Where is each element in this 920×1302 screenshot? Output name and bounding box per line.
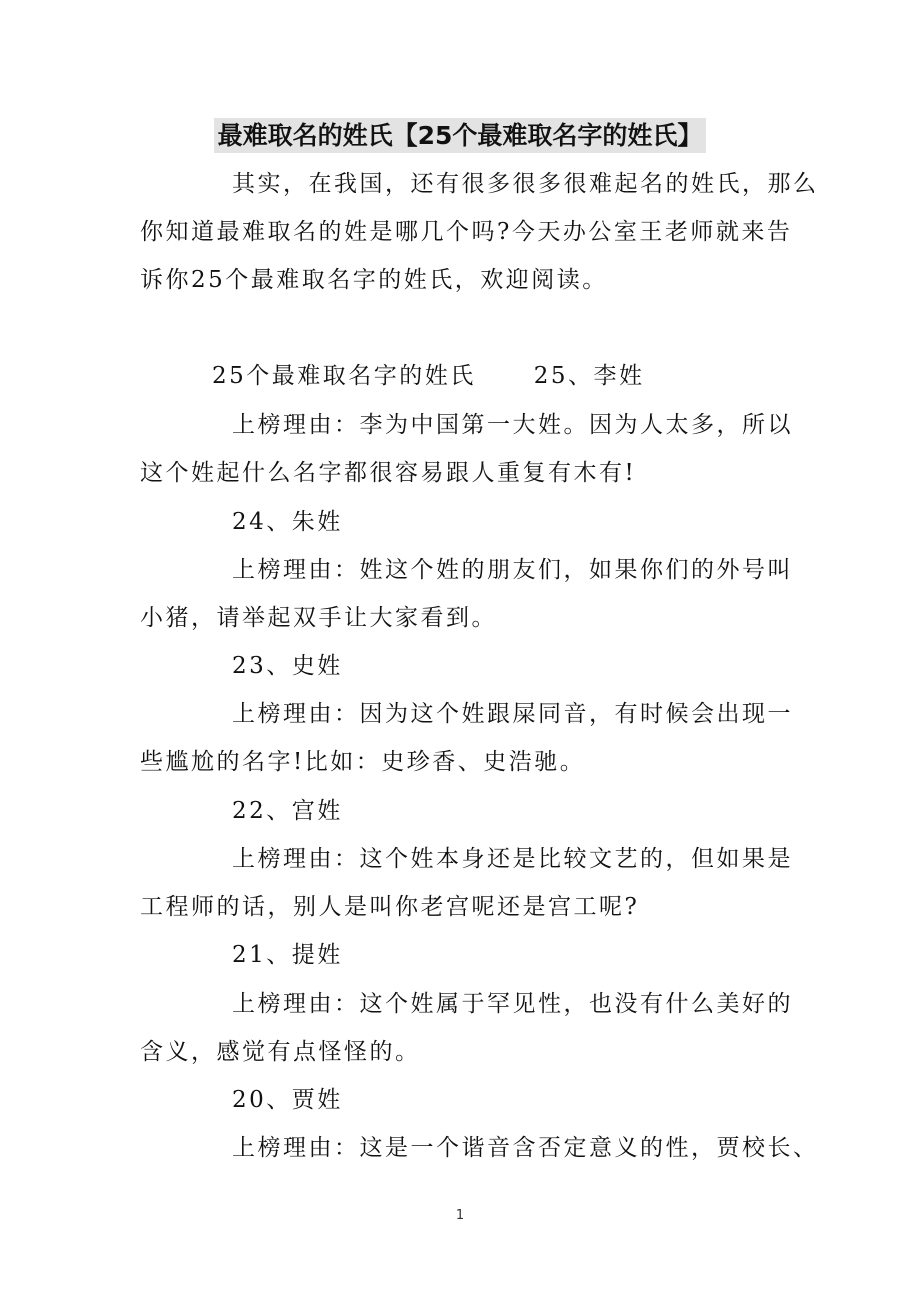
- entry-reason: 小猪，请举起双手让大家看到。: [140, 605, 497, 631]
- entry-reason: 上榜理由：李为中国第一大姓。因为人太多，所以: [232, 412, 793, 438]
- entry-reason: 上榜理由：这是一个谐音含否定意义的性，贾校长、: [232, 1135, 819, 1161]
- entry-reason: 这个姓起什么名字都很容易跟人重复有木有!: [140, 460, 637, 486]
- entry-label: 22、宫姓: [232, 798, 343, 824]
- section-heading: 25个最难取名字的姓氏: [212, 363, 476, 389]
- entry-reason: 上榜理由：姓这个姓的朋友们，如果你们的外号叫: [232, 557, 793, 583]
- entry-reason: 工程师的话，别人是叫你老宫呢还是宫工呢?: [140, 894, 640, 920]
- section-heading-line: [212, 352, 862, 400]
- entry-reason: 上榜理由：这个姓本身还是比较文艺的，但如果是: [232, 846, 793, 872]
- intro-line: 诉你25个最难取名字的姓氏，欢迎阅读。: [140, 267, 608, 293]
- entry-reason: 含义，感觉有点怪怪的。: [140, 1039, 421, 1065]
- entry-label: 20、贾姓: [232, 1087, 343, 1113]
- entry-reason: 些尴尬的名字!比如：史珍香、史浩驰。: [140, 749, 586, 775]
- intro-line: 你知道最难取名的姓是哪几个吗?今天办公室王老师就来告: [140, 219, 793, 245]
- page-number: 1: [455, 1208, 465, 1223]
- entry-label: 23、史姓: [232, 653, 343, 679]
- entry-label: 25、李姓: [533, 363, 645, 389]
- entry-reason: 上榜理由：这个姓属于罕见性，也没有什么美好的: [232, 991, 793, 1017]
- intro-line: 其实，在我国，还有很多很多很难起名的姓氏，那么: [232, 171, 819, 197]
- entry-label: 24、朱姓: [232, 509, 343, 535]
- document-title: 最难取名的姓氏【25个最难取名字的姓氏】: [0, 112, 920, 160]
- entry-label: 21、提姓: [232, 942, 343, 968]
- entry-reason: 上榜理由：因为这个姓跟屎同音，有时候会出现一: [232, 701, 793, 727]
